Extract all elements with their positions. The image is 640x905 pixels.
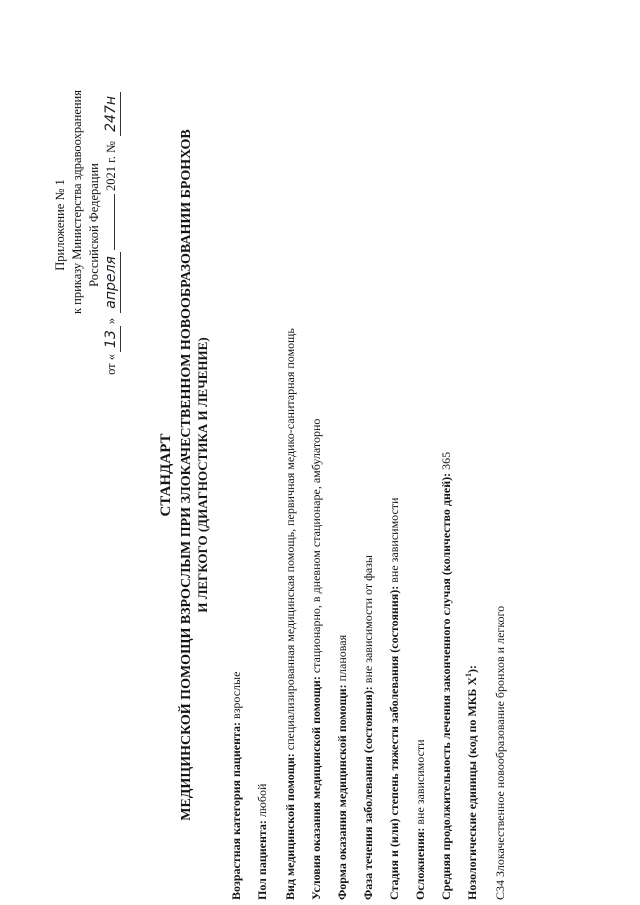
field-sex xyxy=(256,784,269,900)
field-value: стационарно, в дневном стационаре, амбулаторно xyxy=(309,418,323,677)
field-label: Стадия и (или) степень тяжести заболевания (состояния): xyxy=(387,585,401,900)
field-complications xyxy=(414,739,427,900)
field-value: 365 xyxy=(439,451,453,473)
date-mid: » xyxy=(104,317,118,325)
field-label: Средняя продолжительность лечения законченного случая (количество дней): xyxy=(439,472,453,900)
icd-code-entry: С34 Злокачественное новообразование бронхов и легкого xyxy=(493,605,507,900)
field-value: специализированная медицинская помощь, первичная медико-санитарная помощь xyxy=(283,328,297,754)
field-label: Условия оказания медицинской помощи: xyxy=(309,676,323,900)
field-nosological-units xyxy=(466,665,479,900)
field-care-form xyxy=(336,635,349,900)
field-label-end: ): xyxy=(465,664,479,673)
appendix-date-line xyxy=(103,90,121,450)
field-disease-stage xyxy=(388,498,401,900)
field-value: вне зависимости xyxy=(387,497,401,586)
field-icd-code-row xyxy=(494,606,507,900)
field-value: вне зависимости xyxy=(413,739,427,828)
field-label: Пол пациента: xyxy=(255,820,269,900)
order-number-handwritten: 247н xyxy=(103,92,121,136)
date-year: 2021 г. № xyxy=(104,141,118,192)
field-label: Возрастная категория пациента: xyxy=(229,721,243,900)
field-value: плановая xyxy=(335,634,349,685)
standard-title-line1: МЕДИЦИНСКОЙ ПОМОЩИ ВЗРОСЛЫМ ПРИ ЗЛОКАЧЕСТВЕННОМ НОВООБРАЗОВАНИИ БРОНХОВ xyxy=(179,129,194,821)
footnote-marker: 1 xyxy=(464,672,473,677)
field-label: Фаза течения заболевания (состояния): xyxy=(361,686,375,900)
field-treatment-duration xyxy=(440,452,453,900)
date-prefix: от « xyxy=(104,353,118,375)
field-value: любой xyxy=(255,783,269,821)
field-label: Форма оказания медицинской помощи: xyxy=(335,684,349,900)
field-label: Нозологические единицы (код по МКБ X xyxy=(465,676,479,900)
field-care-type xyxy=(284,328,297,900)
standard-heading: СТАНДАРТ xyxy=(158,433,174,517)
field-disease-phase xyxy=(362,555,375,900)
appendix-number: Приложение № 1 xyxy=(53,179,67,271)
date-day-handwritten: 13 xyxy=(103,326,121,352)
field-care-conditions xyxy=(310,419,323,900)
field-age-category xyxy=(230,672,243,900)
appendix-country: Российской Федерации xyxy=(87,163,101,287)
standard-title-line2: И ЛЕГКОГО (ДИАГНОСТИКА И ЛЕЧЕНИЕ) xyxy=(195,337,210,613)
field-value: вне зависимости от фазы xyxy=(361,555,375,687)
field-label: Вид медицинской помощи: xyxy=(283,753,297,900)
date-blank-line xyxy=(114,194,115,250)
appendix-order-ref: к приказу Министерства здравоохранения xyxy=(70,90,84,315)
field-value: взрослые xyxy=(229,671,243,722)
date-month-handwritten: апреля xyxy=(103,252,121,313)
field-label: Осложнения: xyxy=(413,827,427,900)
appendix-block xyxy=(52,90,121,450)
standard-title-block xyxy=(158,75,210,875)
